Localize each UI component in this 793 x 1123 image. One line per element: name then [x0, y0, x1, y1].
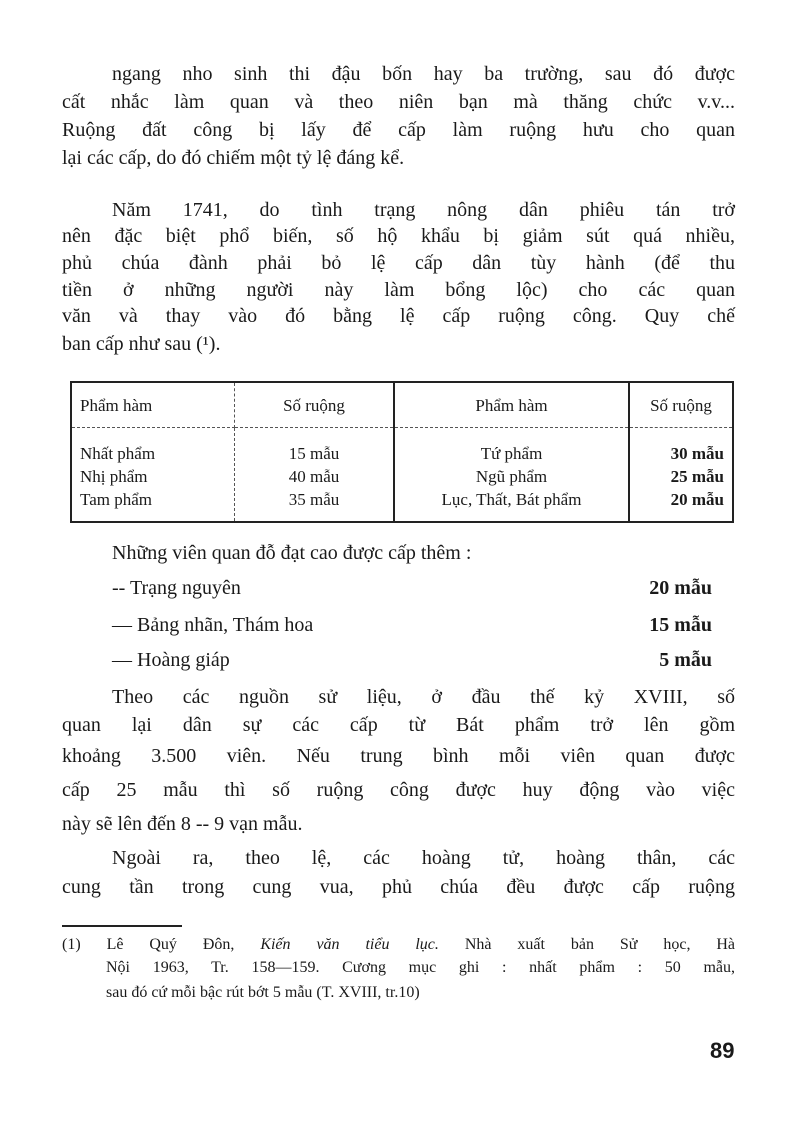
text-line: ban cấp như sau (¹). [62, 333, 221, 355]
extra-item [112, 576, 712, 600]
header-cell: Phẩm hàm [71, 382, 235, 428]
header-cell: Số ruộng [629, 382, 733, 428]
rank-column-1 [71, 428, 235, 523]
page-number: 89 [710, 1038, 735, 1063]
land-allocation-table [70, 381, 734, 523]
extra-label: — Hoàng giáp [112, 649, 230, 671]
cell: 35 mẫu [288, 490, 340, 509]
footnote-text: Nhà xuất bản Sử học, Hà [464, 936, 736, 953]
footnote-mark: (1) [62, 936, 81, 953]
text-line: lại các cấp, do đó chiếm một tỷ lệ đáng kể. [62, 147, 405, 169]
cell: 15 mẫu [288, 444, 340, 463]
extra-label: -- Trạng nguyên [112, 577, 241, 599]
footnote-title: Kiến văn tiểu lục. [260, 936, 439, 953]
text-line: ngang nho sinh thi đậu bốn hay ba trường, sau đó được [112, 63, 735, 85]
table-header-row [71, 382, 733, 428]
text-line: khoảng 3.500 viên. Nếu trung bình mỗi viên quan được [62, 745, 735, 767]
land-column-2 [629, 428, 733, 523]
cell: Tứ phẩm [480, 444, 543, 463]
footnote-line: Nội 1963, Tr. 158—159. Cương mục ghi : nhất phẩm : 50 mẫu, [106, 959, 735, 976]
extra-value: 20 mẫu [649, 577, 712, 599]
extra-value: 15 mẫu [649, 614, 712, 636]
text-line: này sẽ lên đến 8 -- 9 vạn mẫu. [62, 813, 303, 835]
extra-value: 5 mẫu [659, 649, 712, 671]
text-line: quan lại dân sự các cấp từ Bát phẩm trở lên gồm [62, 714, 735, 736]
extra-label: — Bảng nhãn, Thám hoa [112, 614, 314, 636]
text-line: cất nhắc làm quan và theo niên bạn mà thăng chức v.v... [62, 91, 735, 113]
rank-column-2 [394, 428, 629, 523]
footnote-line [62, 935, 735, 955]
text-line: văn và thay vào đó bằng lệ cấp ruộng công. Quy chế [62, 305, 735, 327]
cell: Nhị phẩm [80, 467, 148, 486]
cell: 25 mẫu [670, 467, 724, 486]
extra-intro: Những viên quan đỗ đạt cao được cấp thêm : [112, 542, 472, 564]
text-line: tiền ở những người này làm bổng lộc) cho các quan [62, 279, 735, 301]
cell: Nhất phẩm [80, 444, 156, 463]
cell: 30 mẫu [670, 444, 724, 463]
text-line: nên đặc biệt phổ biến, số hộ khẩu bị giảm sút quá nhiều, [62, 225, 735, 247]
cell: 20 mẫu [670, 490, 724, 509]
cell: 40 mẫu [288, 467, 340, 486]
text-line: Ruộng đất công bị lấy để cấp làm ruộng hưu cho quan [62, 119, 735, 141]
extra-item [112, 648, 712, 672]
text-line: phủ chúa đành phải bỏ lệ cấp dân tùy hành (để thu [62, 252, 735, 274]
land-column-1 [235, 428, 395, 523]
header-cell: Số ruộng [235, 382, 395, 428]
header-cell: Phẩm hàm [394, 382, 629, 428]
text-line: Năm 1741, do tình trạng nông dân phiêu tán trở [112, 199, 735, 221]
text-line: Ngoài ra, theo lệ, các hoàng tử, hoàng thân, các [112, 847, 735, 869]
table-body [71, 428, 733, 523]
cell: Tam phẩm [80, 490, 152, 509]
extra-item [112, 613, 712, 637]
footnote-line: sau đó cứ mỗi bậc rút bớt 5 mẫu (T. XVIII, tr.10) [106, 984, 420, 1001]
cell: Lục, Thất, Bát phẩm [441, 490, 582, 509]
text-line: Theo các nguồn sử liệu, ở đầu thế kỷ XVIII, số [112, 686, 735, 708]
cell: Ngũ phẩm [475, 467, 548, 486]
text-line: cung tần trong cung vua, phủ chúa đều được cấp ruộng [62, 876, 735, 898]
text-line: cấp 25 mẫu thì số ruộng công được huy động vào việc [62, 779, 735, 801]
footnote-author: Lê Quý Đôn, [106, 936, 235, 953]
footnote-divider [62, 925, 182, 927]
